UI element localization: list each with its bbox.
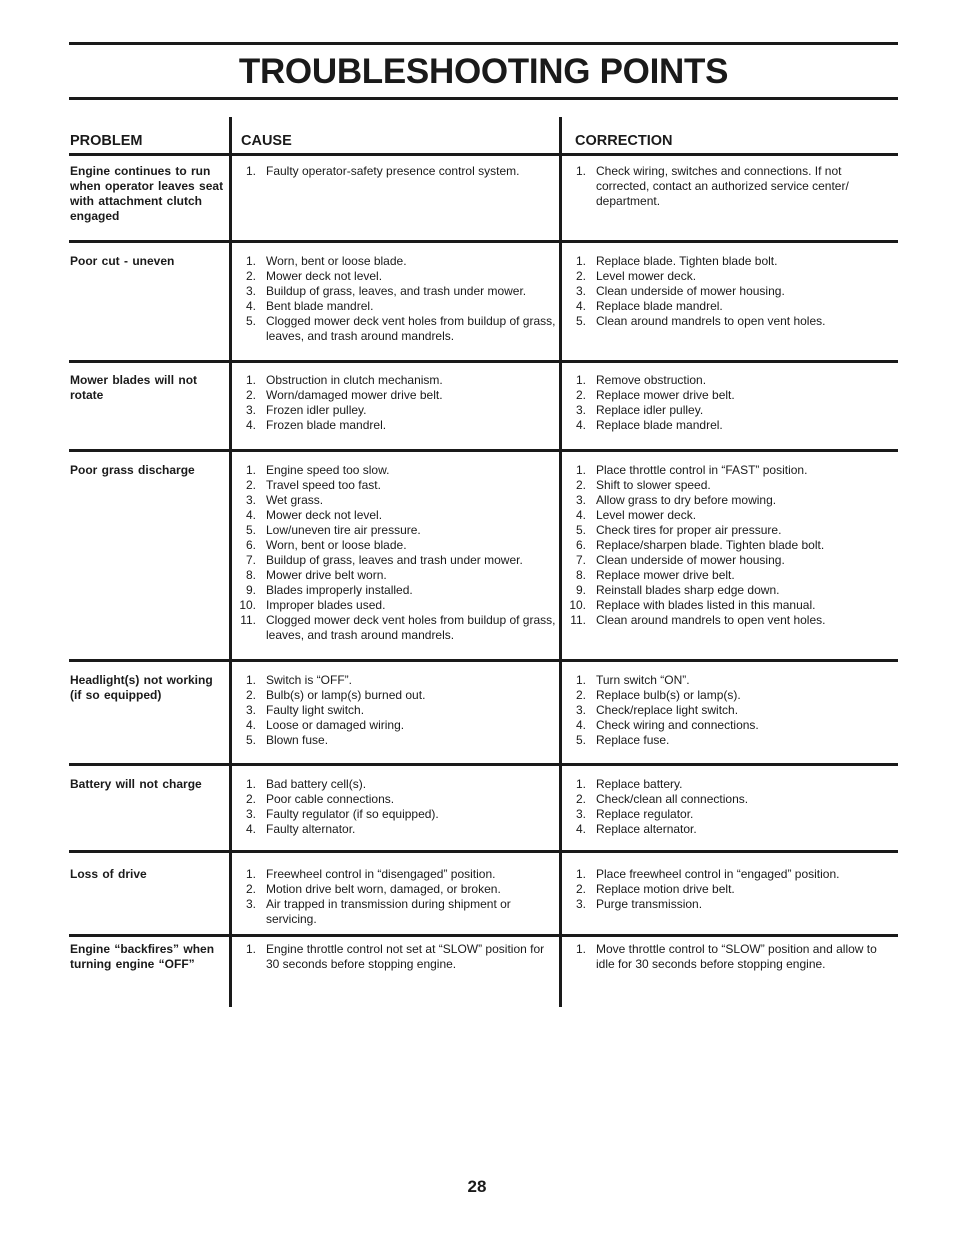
item-text: Move throttle control to “SLOW” position and allow to idle for 30 seconds before stopping engine. [596,942,877,971]
item-text: Clogged mower deck vent holes from buildup of grass, leaves, and trash around mandrels. [266,314,556,343]
item-number: 3. [245,403,256,417]
title-rule [69,97,898,100]
item-text: Check/clean all connections. [596,792,749,806]
item-number: 1. [245,373,256,387]
item-number: 5. [245,314,256,328]
list-item [234,418,559,433]
item-number: 1. [575,373,586,387]
item-text: Replace blade. Tighten blade bolt. [596,254,778,268]
list-item [564,508,889,523]
item-text: Allow grass to dry before mowing. [596,493,777,507]
list-item [564,463,889,478]
list-item [564,718,889,733]
item-number: 1. [575,254,586,268]
item-number: 5. [245,523,256,537]
item-number: 1. [245,673,256,687]
item-number: 4. [245,418,256,432]
header-rule [69,153,898,156]
item-text: Faulty alternator. [266,822,356,836]
item-number: 1. [245,463,256,477]
column-divider-correction [559,117,562,1007]
list-item [564,478,889,493]
problem-text: Battery will not charge [70,777,202,791]
item-text: Remove obstruction. [596,373,707,387]
list-item [234,373,559,388]
list-item [234,254,559,269]
list-item [564,373,889,388]
list-item [234,403,559,418]
list-item [564,598,889,613]
item-number: 2. [245,792,256,806]
cause-list [234,673,559,748]
list-item [564,703,889,718]
item-number: 5. [245,733,256,747]
item-text: Replace with blades listed in this manual. [596,598,816,612]
item-text: Faulty operator-safety presence control system. [266,164,520,178]
list-item [234,598,559,613]
list-item [234,867,559,882]
item-number: 1. [575,942,586,956]
item-text: Check wiring, switches and connections. If not corrected, contact an authorized service center/ department. [596,164,849,208]
item-text: Frozen idler pulley. [266,403,367,417]
list-item [234,269,559,284]
list-item [234,299,559,314]
cause-list [234,373,559,433]
row-separator [69,850,898,853]
cause-list [234,777,559,837]
list-item [234,493,559,508]
item-text: Turn switch “ON”. [596,673,690,687]
list-item [564,942,889,972]
item-number: 1. [575,867,586,881]
item-number: 3. [575,493,586,507]
cause-list [234,164,559,179]
list-item [564,493,889,508]
correction-list [564,463,889,628]
item-text: Replace fuse. [596,733,670,747]
item-number: 2. [575,269,586,283]
item-text: Purge transmission. [596,897,703,911]
item-text: Wet grass. [266,493,324,507]
item-text: Frozen blade mandrel. [266,418,387,432]
item-text: Bent blade mandrel. [266,299,374,313]
problem-text: Mower blades will not rotate [70,373,198,402]
item-number: 1. [575,164,586,178]
item-number: 4. [575,508,586,522]
item-number: 8. [245,568,256,582]
top-rule [69,42,898,45]
item-number: 2. [575,388,586,402]
item-number: 3. [245,703,256,717]
correction-list [564,673,889,748]
item-number: 11. [570,613,586,627]
item-text: Level mower deck. [596,508,697,522]
list-item [234,613,559,643]
item-number: 3. [575,703,586,717]
item-text: Mower drive belt worn. [266,568,387,582]
item-number: 3. [245,493,256,507]
item-number: 2. [575,478,586,492]
item-number: 3. [245,897,256,911]
item-text: Replace battery. [596,777,683,791]
list-item [234,777,559,792]
item-text: Mower deck not level. [266,508,383,522]
correction-list [564,254,889,329]
problem-text: Loss of drive [70,867,147,881]
item-number: 1. [575,673,586,687]
item-number: 4. [575,299,586,313]
list-item [564,403,889,418]
list-item [564,164,889,209]
cause-list [234,942,559,972]
list-item [234,568,559,583]
item-number: 4. [245,299,256,313]
row-separator [69,659,898,662]
list-item [234,807,559,822]
item-text: Motion drive belt worn, damaged, or broken. [266,882,501,896]
item-text: Blades improperly installed. [266,583,413,597]
item-number: 1. [245,867,256,881]
item-number: 3. [575,284,586,298]
item-number: 4. [245,718,256,732]
list-item [564,314,889,329]
item-text: Replace/sharpen blade. Tighten blade bolt. [596,538,825,552]
item-number: 8. [575,568,586,582]
item-number: 5. [575,733,586,747]
correction-list [564,777,889,837]
problem-text: Headlight(s) not working (if so equipped) [70,673,213,702]
item-number: 4. [245,508,256,522]
problem-text: Engine continues to run when operator leaves seat with attachment clutch engaged [70,164,224,223]
list-item [234,703,559,718]
item-text: Worn, bent or loose blade. [266,538,407,552]
list-item [234,314,559,344]
item-text: Buildup of grass, leaves and trash under mower. [266,553,523,567]
item-number: 11. [240,613,256,627]
list-item [564,553,889,568]
item-text: Worn, bent or loose blade. [266,254,407,268]
item-number: 2. [245,388,256,402]
item-text: Engine throttle control not set at “SLOW” position for 30 seconds before stopping engine. [266,942,545,971]
item-number: 9. [245,583,256,597]
list-item [564,299,889,314]
list-item [564,254,889,269]
list-item [564,538,889,553]
item-text: Reinstall blades sharp edge down. [596,583,780,597]
row-separator [69,360,898,363]
list-item [234,388,559,403]
list-item [564,568,889,583]
list-item [234,882,559,897]
page-title: TROUBLESHOOTING POINTS [238,52,729,91]
item-number: 10. [239,598,256,612]
item-text: Clean around mandrels to open vent holes. [596,613,826,627]
list-item [234,897,559,927]
item-text: Replace bulb(s) or lamp(s). [596,688,741,702]
item-text: Freewheel control in “disengaged” position. [266,867,496,881]
column-divider-cause [229,117,232,1007]
list-item [564,897,889,912]
item-text: Check wiring and connections. [596,718,759,732]
list-item [564,284,889,299]
item-text: Clean underside of mower housing. [596,553,785,567]
item-number: 2. [575,688,586,702]
item-number: 7. [575,553,586,567]
page-number: 28 [467,1177,487,1196]
list-item [234,718,559,733]
list-item [234,553,559,568]
list-item [564,388,889,403]
item-number: 3. [245,807,256,821]
item-text: Replace mower drive belt. [596,388,735,402]
list-item [234,523,559,538]
item-number: 2. [245,269,256,283]
row-separator [69,240,898,243]
item-number: 2. [575,882,586,896]
list-item [564,688,889,703]
item-text: Bad battery cell(s). [266,777,367,791]
item-number: 1. [575,777,586,791]
list-item [234,673,559,688]
item-number: 5. [575,523,586,537]
item-text: Mower deck not level. [266,269,383,283]
header-problem: PROBLEM [70,133,143,149]
list-item [234,164,559,179]
item-text: Obstruction in clutch mechanism. [266,373,443,387]
list-item [564,523,889,538]
list-item [564,882,889,897]
item-number: 2. [245,688,256,702]
item-text: Switch is “OFF”. [266,673,352,687]
item-number: 4. [575,718,586,732]
list-item [234,688,559,703]
item-number: 5. [575,314,586,328]
row-separator [69,763,898,766]
item-number: 2. [575,792,586,806]
item-text: Clogged mower deck vent holes from buildup of grass, leaves, and trash around mandrels. [266,613,556,642]
list-item [234,284,559,299]
item-number: 9. [575,583,586,597]
list-item [234,733,559,748]
item-text: Level mower deck. [596,269,697,283]
item-number: 2. [245,478,256,492]
item-number: 1. [245,777,256,791]
item-number: 2. [245,882,256,896]
list-item [564,673,889,688]
item-number: 3. [575,807,586,821]
item-number: 6. [575,538,586,552]
item-text: Air trapped in transmission during shipment or servicing. [266,897,511,926]
list-item [564,583,889,598]
item-number: 1. [245,254,256,268]
row-separator [69,934,898,937]
item-text: Blown fuse. [266,733,329,747]
item-text: Replace motion drive belt. [596,882,735,896]
item-number: 3. [575,403,586,417]
item-number: 7. [245,553,256,567]
item-text: Replace mower drive belt. [596,568,735,582]
item-number: 1. [575,463,586,477]
item-text: Replace idler pulley. [596,403,704,417]
item-text: Replace blade mandrel. [596,418,723,432]
correction-list [564,867,889,912]
item-text: Replace regulator. [596,807,694,821]
header-cause: CAUSE [241,133,292,149]
list-item [234,822,559,837]
list-item [234,583,559,598]
item-text: Bulb(s) or lamp(s) burned out. [266,688,426,702]
item-text: Shift to slower speed. [596,478,711,492]
list-item [234,942,559,972]
list-item [564,822,889,837]
list-item [234,538,559,553]
item-number: 4. [575,418,586,432]
item-text: Improper blades used. [266,598,386,612]
cause-list [234,463,559,643]
item-text: Loose or damaged wiring. [266,718,405,732]
problem-text: Engine “backfires” when turning engine “OFF” [70,942,215,971]
list-item [564,418,889,433]
item-text: Faulty regulator (if so equipped). [266,807,439,821]
item-number: 1. [245,164,256,178]
list-item [564,733,889,748]
correction-list [564,373,889,433]
list-item [234,463,559,478]
correction-list [564,164,889,209]
item-number: 4. [245,822,256,836]
list-item [564,269,889,284]
item-text: Clean around mandrels to open vent holes. [596,314,826,328]
problem-text: Poor grass discharge [70,463,195,477]
item-text: Travel speed too fast. [266,478,381,492]
header-correction: CORRECTION [575,133,673,149]
item-text: Worn/damaged mower drive belt. [266,388,443,402]
item-text: Place throttle control in “FAST” position. [596,463,808,477]
item-number: 3. [245,284,256,298]
list-item [234,792,559,807]
item-text: Clean underside of mower housing. [596,284,785,298]
list-item [564,792,889,807]
list-item [564,807,889,822]
item-text: Buildup of grass, leaves, and trash under mower. [266,284,527,298]
item-number: 10. [569,598,586,612]
row-separator [69,449,898,452]
list-item [564,613,889,628]
correction-list [564,942,889,972]
item-text: Engine speed too slow. [266,463,390,477]
item-text: Faulty light switch. [266,703,365,717]
item-text: Poor cable connections. [266,792,395,806]
list-item [234,508,559,523]
item-number: 4. [575,822,586,836]
list-item [564,867,889,882]
item-text: Low/uneven tire air pressure. [266,523,421,537]
item-text: Check/replace light switch. [596,703,739,717]
item-text: Replace alternator. [596,822,697,836]
item-text: Place freewheel control in “engaged” position. [596,867,840,881]
cause-list [234,867,559,927]
item-text: Replace blade mandrel. [596,299,723,313]
list-item [564,777,889,792]
item-number: 3. [575,897,586,911]
cause-list [234,254,559,344]
item-number: 6. [245,538,256,552]
list-item [234,478,559,493]
item-text: Check tires for proper air pressure. [596,523,782,537]
problem-text: Poor cut - uneven [70,254,175,268]
item-number: 1. [245,942,256,956]
